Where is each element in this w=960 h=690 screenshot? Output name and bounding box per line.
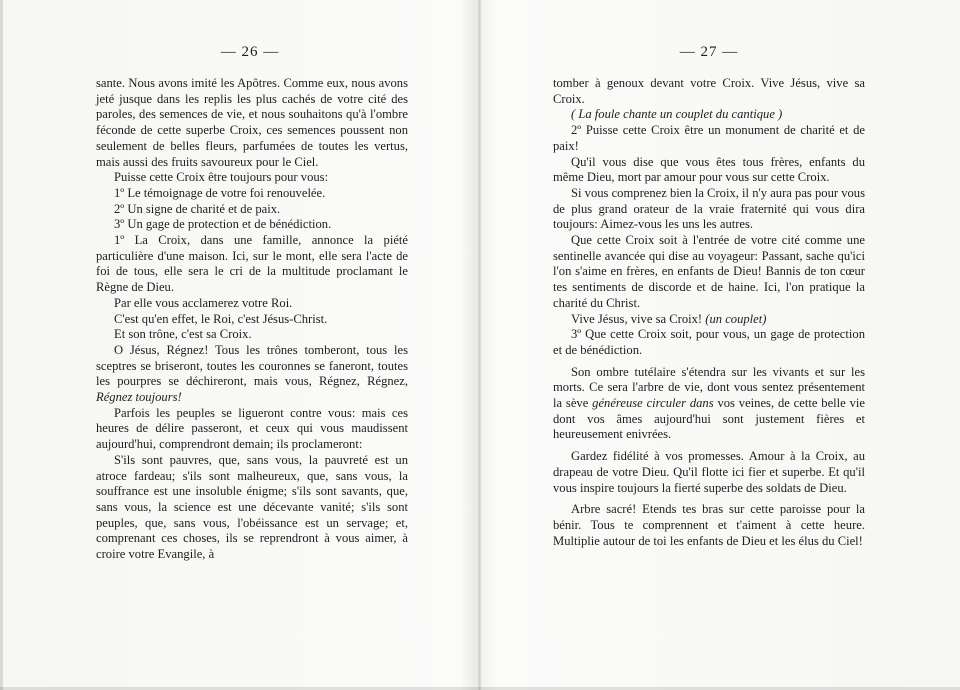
right-page — [553, 0, 865, 690]
paragraph: Que cette Croix soit à l'entrée de votre cité comme une sentinelle avancée qui dise au voyageur: Passant, sache qu'ici l'on s'aime en frères, en enfants de Dieu! Bannis de ton cœur tes sentiments de discorde et de haine. Ici, l'on pratique la charité du Christ. — [553, 233, 865, 310]
page-number-right: — 27 — — [679, 44, 739, 60]
list-item: 3º Un gage de protection et de bénédiction. — [114, 217, 332, 232]
paragraph: S'ils sont pauvres, que, sans vous, la pauvreté est un atroce fardeau; s'ils sont malheureux, que, sans vous, la souffrance est une insoluble énigme; s'ils sont savants, que, sans vous, la science est une décevante vanité; s'ils sont peuples, que, sans vous, l'obéissance est un servage; et, comprenant ces choses, ils se reprendront à vous aimer, à croire votre Evangile, à — [96, 452, 408, 562]
paragraph-text: Son ombre tutélaire s'étendra sur les vivants et sur les morts. Ce sera l'arbre de vie, dont vous sentez présentement la sève — [553, 364, 865, 411]
paragraph: Arbre sacré! Etends tes bras sur cette paroisse pour la bénir. Tous te comprennent et t'aiment à cette heure. Multiplie autour de toi les enfants de Dieu et les élus du Ciel! — [553, 502, 865, 548]
page-number-left: — 26 — — [220, 44, 280, 60]
paragraph-text: Vive Jésus, vive sa Croix! — [571, 311, 703, 326]
paragraph: C'est qu'en effet, le Roi, c'est Jésus-Christ. — [114, 311, 328, 326]
paragraph — [553, 312, 865, 328]
paragraph — [553, 365, 865, 444]
paragraph-text: vos veines, de cette belle vie dont vos âmes aujourd'hui sont justement fières et heureusement enivrées. — [553, 396, 865, 442]
italic-text: ( La foule chante un couplet du cantique ) — [571, 107, 783, 122]
paragraph: Gardez fidélité à vos promesses. Amour à la Croix, au drapeau de votre Dieu. Qu'il flotte ici fier et superbe. Et qu'il vous inspire toujours la fierté superbe des soldats de Dieu. — [553, 449, 865, 495]
stage-direction — [553, 107, 865, 123]
left-page-text — [96, 76, 408, 563]
paragraph: sante. Nous avons imité les Apôtres. Comme eux, nous avons jeté jusque dans les replis les plus cachés de votre cité des paroles, des semences de vie, et nous souhaitons qu'à l'ombre féconde de cette superbe Croix, ces semences poussent non seulement de belles fleurs, parfumées de toutes les vertus, mais aussi des fruits savoureux pour le Ciel. — [96, 76, 408, 169]
paragraph: Parfois les peuples se ligueront contre vous: mais ces heures de délire passeront, et ceux qui vous maudissent aujourd'hui, comprendront demain; ils proclameront: — [96, 405, 408, 452]
paragraph-text: O Jésus, Régnez! Tous les trônes tomberont, tous les sceptres se briseront, toutes les couronnes se faneront, toutes les pourpres se déchireront, mais vous, Régnez, Régnez, — [96, 342, 408, 389]
left-page — [96, 0, 408, 690]
paragraph: Puisse cette Croix être toujours pour vous: — [114, 170, 329, 185]
list-item: 1º Le témoignage de votre foi renouvelée. — [114, 185, 326, 200]
paragraph: 2º Puisse cette Croix être un monument de charité et de paix! — [553, 123, 865, 153]
right-page-text — [553, 76, 865, 549]
paragraph: Qu'il vous dise que vous êtes tous frères, enfants du même Dieu, mort par amour pour vous sur cette Croix. — [553, 154, 865, 185]
italic-text: (un couplet) — [705, 311, 767, 326]
book-gutter — [478, 0, 481, 690]
paragraph — [96, 343, 408, 406]
paragraph: Par elle vous acclamerez votre Roi. — [114, 295, 293, 310]
paragraph: 1º La Croix, dans une famille, annonce la piété particulière d'une maison. Ici, sur le mont, elle sera l'acte de foi de tous, elle sera le cri de la multitude proclamant le Règne de Dieu. — [96, 233, 408, 295]
paragraph: 3º Que cette Croix soit, pour vous, un gage de protection et de bénédiction. — [553, 327, 865, 357]
italic-text: Régnez toujours! — [96, 390, 182, 405]
list-item: 2º Un signe de charité et de paix. — [114, 201, 281, 216]
page-edge-left — [0, 0, 3, 690]
italic-text: généreuse circuler dans — [592, 396, 714, 411]
paragraph: Et son trône, c'est sa Croix. — [114, 327, 252, 342]
paragraph: Si vous comprenez bien la Croix, il n'y aura pas pour vous de plus grand orateur de la vraie fraternité qui vous dira toujours: Aimez-vous les uns les autres. — [553, 185, 865, 232]
paragraph: tomber à genoux devant votre Croix. Vive Jésus, vive sa Croix. — [553, 76, 865, 106]
